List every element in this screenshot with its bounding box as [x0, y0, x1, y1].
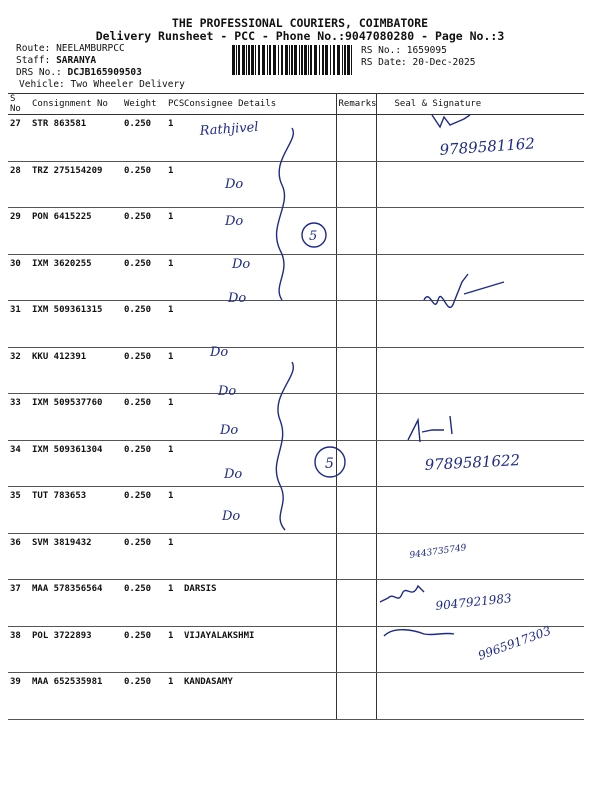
remarks-cell: [336, 254, 376, 301]
barcode-bar: [281, 45, 283, 75]
staff-label: Staff:: [16, 55, 51, 66]
signature-cell: [376, 115, 584, 162]
weight-cell: 0.250: [122, 301, 166, 348]
signature-cell: [376, 440, 584, 487]
col-consignment: Consignment No: [30, 94, 122, 115]
consignee-cell: DARSIS: [182, 580, 336, 627]
signature-cell: [376, 347, 584, 394]
barcode-bar: [248, 45, 250, 75]
consignment-cell: TUT 783653: [30, 487, 122, 534]
handwritten-ditto-29: Do: [225, 177, 244, 192]
sno-cell: 38: [8, 626, 30, 673]
weight-cell: 0.250: [122, 254, 166, 301]
barcode-bar: [308, 45, 309, 75]
consignment-cell: MAA 652535981: [30, 673, 122, 720]
handwritten-name-row27: Rathjivel: [199, 119, 259, 139]
handwritten-ditto-31: Do: [232, 257, 251, 272]
sno-cell: 31: [8, 301, 30, 348]
handwritten-ditto-37: Do: [222, 509, 241, 524]
barcode-bar: [333, 45, 335, 75]
remarks-cell: [336, 301, 376, 348]
route-label: Route:: [16, 43, 51, 54]
col-sno: S No: [8, 94, 30, 115]
company-title: THE PROFESSIONAL COURIERS, COIMBATORE: [171, 16, 429, 30]
barcode-bar: [273, 45, 276, 75]
table-row: [8, 440, 584, 487]
consignment-cell: POL 3722893: [30, 626, 122, 673]
barcode-bar: [322, 45, 324, 75]
barcode-bar: [344, 45, 346, 75]
sno-cell: 28: [8, 161, 30, 208]
weight-cell: 0.250: [122, 580, 166, 627]
remarks-cell: [336, 208, 376, 255]
rs-no-value: 1659095: [406, 45, 447, 56]
col-weight: Weight: [122, 94, 166, 115]
signature-cell: [376, 626, 584, 673]
staff-line: [16, 55, 96, 67]
pcs-cell: 1: [166, 580, 182, 627]
pcs-cell: 1: [166, 673, 182, 720]
barcode-bar: [278, 45, 279, 75]
signature-cell: [376, 301, 584, 348]
barcode-bar: [251, 45, 254, 75]
consignment-cell: IXM 3620255: [30, 254, 122, 301]
barcode-bar: [325, 45, 328, 75]
barcode-bar: [330, 45, 331, 75]
weight-cell: 0.250: [122, 487, 166, 534]
table-row: [8, 580, 584, 627]
weight-cell: 0.250: [122, 533, 166, 580]
drs-line: [16, 67, 142, 79]
rs-no-line: [361, 45, 447, 57]
barcode-bar: [310, 45, 312, 75]
signature-cell: [376, 487, 584, 534]
handwritten-ditto-32: Do: [228, 291, 247, 306]
route-value: NEELAMBURPCC: [56, 43, 125, 54]
col-signature: Seal & Signature: [376, 94, 584, 115]
runsheet-subtitle: Delivery Runsheet - PCC - Phone No.:9047080280 - Page No.:3: [95, 29, 505, 43]
remarks-cell: [336, 115, 376, 162]
pcs-cell: 1: [166, 115, 182, 162]
table-row: [8, 161, 584, 208]
sno-cell: 29: [8, 208, 30, 255]
pcs-cell: 1: [166, 161, 182, 208]
remarks-cell: [336, 394, 376, 441]
consignment-cell: MAA 578356564: [30, 580, 122, 627]
weight-cell: 0.250: [122, 394, 166, 441]
consignee-cell: [182, 487, 336, 534]
signature-cell: [376, 161, 584, 208]
handwritten-phone-row39: 9965917303: [476, 623, 553, 663]
pcs-cell: 1: [166, 347, 182, 394]
consignee-cell: [182, 301, 336, 348]
barcode-bar: [262, 45, 265, 75]
barcode-bar: [269, 45, 271, 75]
remarks-cell: [336, 487, 376, 534]
barcode-bar: [285, 45, 288, 75]
consignment-cell: KKU 412391: [30, 347, 122, 394]
remarks-cell: [336, 533, 376, 580]
handwritten-ditto-30: Do: [225, 214, 244, 229]
consignment-cell: TRZ 275154209: [30, 161, 122, 208]
table-row: [8, 533, 584, 580]
consignee-cell: [182, 161, 336, 208]
pcs-cell: 1: [166, 301, 182, 348]
remarks-cell: [336, 440, 376, 487]
weight-cell: 0.250: [122, 161, 166, 208]
consignee-cell: KANDASAMY: [182, 673, 336, 720]
consignee-cell: [182, 394, 336, 441]
consignment-cell: SVM 3819432: [30, 533, 122, 580]
col-consignee: Consignee Details: [182, 94, 336, 115]
handwritten-phone-row38: 9047921983: [434, 591, 513, 613]
sno-cell: 34: [8, 440, 30, 487]
rs-date-line: [361, 57, 475, 69]
consignee-cell: [182, 254, 336, 301]
rs-date-label: RS Date:: [361, 57, 407, 68]
sno-cell: 32: [8, 347, 30, 394]
pcs-cell: 1: [166, 440, 182, 487]
table-row: [8, 487, 584, 534]
consignment-cell: IXM 509361315: [30, 301, 122, 348]
signature-cell: [376, 208, 584, 255]
barcode-bar: [238, 45, 240, 75]
barcode-bar: [289, 45, 290, 75]
barcode-bar: [294, 45, 297, 75]
consignee-cell: [182, 115, 336, 162]
signature-cell: [376, 254, 584, 301]
consignment-cell: PON 6415225: [30, 208, 122, 255]
rs-date-value: 20-Dec-2025: [412, 57, 476, 68]
staff-value: SARANYA: [56, 55, 97, 66]
handwritten-circle-5-b: 5: [325, 456, 334, 472]
pcs-cell: 1: [166, 533, 182, 580]
table-row: [8, 301, 584, 348]
route-line: [16, 43, 125, 55]
barcode-bar: [314, 45, 317, 75]
handwritten-phone-row37: 9443735749: [409, 543, 468, 561]
pcs-cell: 1: [166, 208, 182, 255]
remarks-cell: [336, 626, 376, 673]
sno-cell: 27: [8, 115, 30, 162]
handwritten-phone-row27: 9789581162: [439, 134, 536, 159]
signature-cell: [376, 580, 584, 627]
table-row: [8, 626, 584, 673]
barcode-bar: [232, 45, 235, 75]
barcode-bar: [304, 45, 307, 75]
weight-cell: 0.250: [122, 208, 166, 255]
barcode-bar: [246, 45, 247, 75]
table-row: [8, 115, 584, 162]
consignee-cell: [182, 440, 336, 487]
weight-cell: 0.250: [122, 115, 166, 162]
table-row: [8, 208, 584, 255]
consignee-cell: [182, 347, 336, 394]
consignee-cell: [182, 533, 336, 580]
vehicle-value: Two Wheeler Delivery: [70, 79, 185, 90]
barcode-bar: [267, 45, 268, 75]
sno-cell: 37: [8, 580, 30, 627]
handwritten-ditto-36: Do: [224, 467, 243, 482]
table-row: [8, 394, 584, 441]
weight-cell: 0.250: [122, 440, 166, 487]
vehicle-label: Vehicle:: [19, 79, 65, 90]
handwritten-circle-5-a: 5: [309, 229, 318, 244]
barcode-bar: [351, 45, 352, 75]
weight-cell: 0.250: [122, 347, 166, 394]
pcs-cell: 1: [166, 394, 182, 441]
barcode-bar: [347, 45, 350, 75]
vehicle-line: [19, 79, 185, 91]
weight-cell: 0.250: [122, 626, 166, 673]
rs-no-label: RS No.:: [361, 45, 402, 56]
pcs-cell: 1: [166, 254, 182, 301]
sno-cell: 35: [8, 487, 30, 534]
sno-cell: 36: [8, 533, 30, 580]
consignee-cell: VIJAYALAKSHMI: [182, 626, 336, 673]
handwritten-phone-row35: 9789581622: [424, 451, 521, 474]
remarks-cell: [336, 673, 376, 720]
weight-cell: 0.250: [122, 673, 166, 720]
pcs-cell: 1: [166, 626, 182, 673]
signature-cell: [376, 394, 584, 441]
barcode-bar: [291, 45, 293, 75]
barcode-bar: [242, 45, 245, 75]
table-row: [8, 254, 584, 301]
handwritten-ditto-34: Do: [218, 384, 237, 399]
drs-value: DCJB165909503: [67, 67, 142, 78]
consignment-cell: STR 863581: [30, 115, 122, 162]
handwritten-ditto-35: Do: [220, 423, 239, 438]
barcode-bar: [337, 45, 340, 75]
table-header-row: [8, 94, 584, 115]
drs-label: DRS No.:: [16, 67, 62, 78]
barcode: [232, 45, 356, 75]
col-pcs: PCS: [166, 94, 182, 115]
runsheet-table: [8, 93, 584, 720]
table-row: [8, 347, 584, 394]
barcode-bar: [319, 45, 320, 75]
barcode-bar: [236, 45, 237, 75]
signature-cell: [376, 533, 584, 580]
barcode-bar: [301, 45, 303, 75]
table-row: [8, 673, 584, 720]
sno-cell: 30: [8, 254, 30, 301]
signature-cell: [376, 673, 584, 720]
barcode-bar: [255, 45, 256, 75]
barcode-bar: [258, 45, 260, 75]
remarks-cell: [336, 580, 376, 627]
sno-cell: 39: [8, 673, 30, 720]
sno-cell: 33: [8, 394, 30, 441]
pcs-cell: 1: [166, 487, 182, 534]
barcode-bar: [342, 45, 343, 75]
col-remarks: Remarks: [336, 94, 376, 115]
barcode-bar: [299, 45, 300, 75]
remarks-cell: [336, 347, 376, 394]
consignment-cell: IXM 509537760: [30, 394, 122, 441]
remarks-cell: [336, 161, 376, 208]
consignment-cell: IXM 509361304: [30, 440, 122, 487]
handwritten-ditto-33: Do: [210, 345, 229, 360]
consignee-cell: [182, 208, 336, 255]
